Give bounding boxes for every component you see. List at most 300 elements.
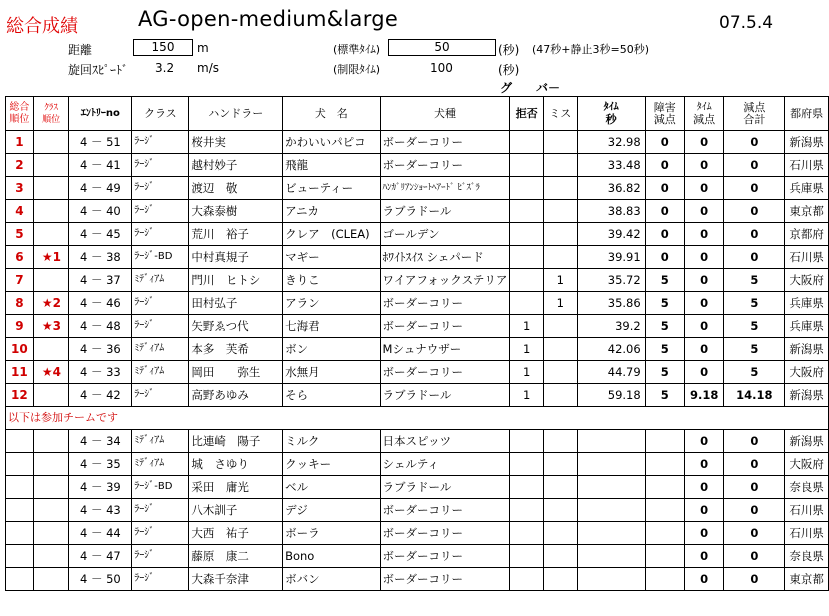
distance-value: 150 xyxy=(133,39,193,56)
entry-cell: 4 － 38 xyxy=(69,246,132,269)
handler-cell: 采田 庸光 xyxy=(189,476,283,499)
class-cell: ﾗｰｼﾞ xyxy=(132,131,189,154)
event-date: 07.5.4 xyxy=(719,13,774,33)
time-fault-cell: 0 xyxy=(684,315,724,338)
rank-cell: 4 xyxy=(6,200,34,223)
rank-cell: 5 xyxy=(6,223,34,246)
dog-cell: きりこ xyxy=(283,269,380,292)
rank-cell: 1 xyxy=(6,131,34,154)
total-cell: 0 xyxy=(724,177,785,200)
class-rank-cell: ★2 xyxy=(33,292,69,315)
class-rank-cell xyxy=(33,154,69,177)
miss-cell: 1 xyxy=(544,292,578,315)
miss-cell xyxy=(544,131,578,154)
time-cell: 36.82 xyxy=(577,177,645,200)
results-label: 総合成績 xyxy=(6,16,78,37)
class-cell: ﾐﾃﾞｨｱﾑ xyxy=(132,453,189,476)
refusal-cell xyxy=(510,223,544,246)
miss-cell xyxy=(544,384,578,407)
class-rank-cell: ★4 xyxy=(33,361,69,384)
table-row xyxy=(6,269,829,292)
star-icon: ★ xyxy=(41,319,53,333)
refusal-cell: 1 xyxy=(510,361,544,384)
refusal-cell xyxy=(510,200,544,223)
team-note-blank xyxy=(380,407,828,430)
pref-cell: 奈良県 xyxy=(785,545,829,568)
col-time-fault: ﾀｲﾑ 減点 xyxy=(684,97,724,131)
class-rank-cell xyxy=(33,522,69,545)
total-cell: 0 xyxy=(724,522,785,545)
col-entry: ｴﾝﾄﾘｰno xyxy=(69,97,132,131)
total-cell: 5 xyxy=(724,361,785,384)
col-obstacle: 障害 減点 xyxy=(645,97,684,131)
total-cell: 0 xyxy=(724,568,785,591)
handler-cell: 田村弘子 xyxy=(189,292,283,315)
handler-cell: 渡辺 敬 xyxy=(189,177,283,200)
pref-cell: 新潟県 xyxy=(785,131,829,154)
pref-cell: 新潟県 xyxy=(785,430,829,453)
dog-cell: そら xyxy=(283,384,380,407)
time-cell xyxy=(577,453,645,476)
entry-cell: 4 － 48 xyxy=(69,315,132,338)
refusal-cell xyxy=(510,269,544,292)
breed-cell: ボーダーコリー xyxy=(380,361,510,384)
star-icon: ★ xyxy=(41,296,53,310)
time-fault-cell: 0 xyxy=(684,292,724,315)
handler-cell: 荒川 裕子 xyxy=(189,223,283,246)
entry-cell: 4 － 45 xyxy=(69,223,132,246)
breed-cell: ラブラドール xyxy=(380,384,510,407)
dog-cell: ミルク xyxy=(283,430,380,453)
entry-cell: 4 － 46 xyxy=(69,292,132,315)
obstacle-cell xyxy=(645,476,684,499)
obstacle-cell: 5 xyxy=(645,384,684,407)
handler-cell: 八木訓子 xyxy=(189,499,283,522)
entry-cell: 4 － 51 xyxy=(69,131,132,154)
obstacle-cell xyxy=(645,545,684,568)
time-cell: 44.79 xyxy=(577,361,645,384)
header-row xyxy=(6,97,829,131)
total-cell: 0 xyxy=(724,453,785,476)
total-cell: 0 xyxy=(724,545,785,568)
breed-cell: ボーダーコリー xyxy=(380,568,510,591)
class-cell: ﾐﾃﾞｨｱﾑ xyxy=(132,338,189,361)
dog-cell: クレア (CLEA) xyxy=(283,223,380,246)
handler-cell: 桜井実 xyxy=(189,131,283,154)
dog-cell: 七海君 xyxy=(283,315,380,338)
entry-cell: 4 － 33 xyxy=(69,361,132,384)
refusal-cell xyxy=(510,292,544,315)
limit-time-unit: (秒) xyxy=(498,63,520,77)
handler-cell: 大西 祐子 xyxy=(189,522,283,545)
class-cell: ﾗｰｼﾞ xyxy=(132,568,189,591)
time-fault-cell: 0 xyxy=(684,177,724,200)
rank-cell: 12 xyxy=(6,384,34,407)
col-pref: 都府県 xyxy=(785,97,829,131)
col-rank: 総合 順位 xyxy=(6,97,34,131)
refusal-cell xyxy=(510,545,544,568)
handler-cell: 高野あゆみ xyxy=(189,384,283,407)
total-cell: 5 xyxy=(724,269,785,292)
rank-cell xyxy=(6,476,34,499)
time-cell xyxy=(577,499,645,522)
rank-cell: 11 xyxy=(6,361,34,384)
rank-cell: 8 xyxy=(6,292,34,315)
speed-unit: m/s xyxy=(197,61,219,75)
time-fault-cell: 0 xyxy=(684,476,724,499)
team-note-row xyxy=(6,407,829,430)
entry-cell: 4 － 36 xyxy=(69,338,132,361)
refusal-cell: 1 xyxy=(510,384,544,407)
breed-cell: ボーダーコリー xyxy=(380,154,510,177)
total-cell: 0 xyxy=(724,223,785,246)
miss-cell xyxy=(544,476,578,499)
class-cell: ﾗｰｼﾞ xyxy=(132,384,189,407)
obstacle-cell: 0 xyxy=(645,246,684,269)
entry-cell: 4 － 50 xyxy=(69,568,132,591)
total-cell: 0 xyxy=(724,499,785,522)
time-fault-cell: 0 xyxy=(684,453,724,476)
time-fault-cell: 0 xyxy=(684,361,724,384)
class-rank-cell xyxy=(33,453,69,476)
class-cell: ﾗｰｼﾞ xyxy=(132,499,189,522)
obstacle-cell xyxy=(645,453,684,476)
dog-cell: ボン xyxy=(283,338,380,361)
breed-cell: ボーダーコリー xyxy=(380,522,510,545)
table-row xyxy=(6,384,829,407)
pref-cell: 大阪府 xyxy=(785,453,829,476)
entry-cell: 4 － 47 xyxy=(69,545,132,568)
table-row xyxy=(6,131,829,154)
total-cell: 0 xyxy=(724,200,785,223)
pref-cell: 兵庫県 xyxy=(785,292,829,315)
col-class-rank: ｸﾗｽ 順位 xyxy=(33,97,69,131)
refusal-cell xyxy=(510,568,544,591)
group-label: グ バ－ xyxy=(500,81,561,95)
breed-cell: ボーダーコリー xyxy=(380,499,510,522)
class-rank-cell xyxy=(33,200,69,223)
entry-cell: 4 － 42 xyxy=(69,384,132,407)
breed-cell: シェルティ xyxy=(380,453,510,476)
table-row xyxy=(6,177,829,200)
team-row xyxy=(6,453,829,476)
time-cell: 32.98 xyxy=(577,131,645,154)
handler-cell: 矢野ゑつ代 xyxy=(189,315,283,338)
miss-cell xyxy=(544,154,578,177)
class-rank-cell xyxy=(33,223,69,246)
col-dog: 犬 名 xyxy=(283,97,380,131)
class-cell: ﾐﾃﾞｨｱﾑ xyxy=(132,269,189,292)
col-refusal: 拒否 xyxy=(510,97,544,131)
obstacle-cell xyxy=(645,430,684,453)
handler-cell: 大森千奈津 xyxy=(189,568,283,591)
total-cell: 0 xyxy=(724,154,785,177)
class-rank-cell xyxy=(33,338,69,361)
entry-cell: 4 － 40 xyxy=(69,200,132,223)
time-fault-cell: 0 xyxy=(684,131,724,154)
class-rank-cell: ★3 xyxy=(33,315,69,338)
total-cell: 0 xyxy=(724,246,785,269)
col-time: ﾀｲﾑ 秒 xyxy=(577,97,645,131)
refusal-cell xyxy=(510,177,544,200)
team-row xyxy=(6,430,829,453)
miss-cell xyxy=(544,246,578,269)
class-cell: ﾐﾃﾞｨｱﾑ xyxy=(132,361,189,384)
rank-cell: 9 xyxy=(6,315,34,338)
time-cell xyxy=(577,430,645,453)
total-cell: 5 xyxy=(724,315,785,338)
pref-cell: 石川県 xyxy=(785,499,829,522)
class-rank-cell xyxy=(33,568,69,591)
time-fault-cell: 0 xyxy=(684,246,724,269)
col-total: 減点 合計 xyxy=(724,97,785,131)
miss-cell xyxy=(544,568,578,591)
handler-cell: 本多 芙希 xyxy=(189,338,283,361)
rank-cell: 6 xyxy=(6,246,34,269)
time-fault-cell: 0 xyxy=(684,430,724,453)
handler-cell: 岡田 弥生 xyxy=(189,361,283,384)
total-cell: 0 xyxy=(724,430,785,453)
handler-cell: 比連崎 陽子 xyxy=(189,430,283,453)
rank-cell: 10 xyxy=(6,338,34,361)
time-cell: 42.06 xyxy=(577,338,645,361)
rank-cell: 2 xyxy=(6,154,34,177)
obstacle-cell xyxy=(645,522,684,545)
limit-time-value: 100 xyxy=(430,61,453,75)
rank-cell xyxy=(6,499,34,522)
breed-cell: ボーダーコリー xyxy=(380,292,510,315)
refusal-cell xyxy=(510,499,544,522)
breed-cell: ボーダーコリー xyxy=(380,131,510,154)
dog-cell: マギー xyxy=(283,246,380,269)
miss-cell xyxy=(544,522,578,545)
handler-cell: 大森泰樹 xyxy=(189,200,283,223)
team-row xyxy=(6,545,829,568)
table-row xyxy=(6,315,829,338)
table-row xyxy=(6,338,829,361)
miss-cell xyxy=(544,338,578,361)
standard-time-label: (標準ﾀｲﾑ) xyxy=(333,43,381,56)
time-fault-cell: 0 xyxy=(684,545,724,568)
table-row xyxy=(6,361,829,384)
breed-cell: ﾎﾜｲﾄｽｲｽ シェパード xyxy=(380,246,510,269)
distance-label: 距離 xyxy=(68,43,93,57)
pref-cell: 東京都 xyxy=(785,568,829,591)
obstacle-cell: 5 xyxy=(645,338,684,361)
dog-cell: アラン xyxy=(283,292,380,315)
speed-value: 3.2 xyxy=(155,61,175,75)
dog-cell: 飛龍 xyxy=(283,154,380,177)
star-icon: ★ xyxy=(41,250,53,264)
refusal-cell: 1 xyxy=(510,315,544,338)
obstacle-cell: 5 xyxy=(645,315,684,338)
obstacle-cell: 0 xyxy=(645,223,684,246)
pref-cell: 東京都 xyxy=(785,200,829,223)
dog-cell: 水無月 xyxy=(283,361,380,384)
refusal-cell xyxy=(510,131,544,154)
time-fault-cell: 0 xyxy=(684,522,724,545)
rank-cell xyxy=(6,545,34,568)
time-cell xyxy=(577,476,645,499)
results-table xyxy=(5,96,829,591)
refusal-cell xyxy=(510,154,544,177)
dog-cell: ビューティー xyxy=(283,177,380,200)
team-row xyxy=(6,568,829,591)
standard-time-unit: (秒) xyxy=(498,43,520,57)
breed-cell: ワイアフォックステリア xyxy=(380,269,510,292)
entry-cell: 4 － 41 xyxy=(69,154,132,177)
pref-cell: 京都府 xyxy=(785,223,829,246)
time-cell: 39.91 xyxy=(577,246,645,269)
total-cell: 14.18 xyxy=(724,384,785,407)
dog-cell: ベル xyxy=(283,476,380,499)
refusal-cell xyxy=(510,476,544,499)
pref-cell: 兵庫県 xyxy=(785,315,829,338)
dog-cell: アニカ xyxy=(283,200,380,223)
dog-cell: ボバン xyxy=(283,568,380,591)
obstacle-cell: 5 xyxy=(645,292,684,315)
team-row xyxy=(6,476,829,499)
pref-cell: 大阪府 xyxy=(785,269,829,292)
breed-cell: ゴールデン xyxy=(380,223,510,246)
col-handler: ハンドラー xyxy=(189,97,283,131)
class-rank-cell xyxy=(33,476,69,499)
pref-cell: 石川県 xyxy=(785,154,829,177)
miss-cell xyxy=(544,499,578,522)
total-cell: 0 xyxy=(724,131,785,154)
standard-time-note: (47秒+静止3秒=50秒) xyxy=(532,43,650,56)
table-row xyxy=(6,154,829,177)
obstacle-cell: 0 xyxy=(645,200,684,223)
time-cell: 39.2 xyxy=(577,315,645,338)
class-rank-cell xyxy=(33,430,69,453)
time-cell: 35.72 xyxy=(577,269,645,292)
miss-cell xyxy=(544,223,578,246)
limit-time-label: (制限ﾀｲﾑ) xyxy=(333,63,381,76)
breed-cell: ラブラドール xyxy=(380,200,510,223)
obstacle-cell xyxy=(645,499,684,522)
obstacle-cell: 5 xyxy=(645,269,684,292)
obstacle-cell xyxy=(645,568,684,591)
refusal-cell xyxy=(510,453,544,476)
class-rank-cell xyxy=(33,545,69,568)
time-cell: 33.48 xyxy=(577,154,645,177)
col-class: クラス xyxy=(132,97,189,131)
miss-cell xyxy=(544,545,578,568)
pref-cell: 大阪府 xyxy=(785,361,829,384)
class-cell: ﾗｰｼﾞ-BD xyxy=(132,476,189,499)
class-cell: ﾗｰｼﾞ-BD xyxy=(132,246,189,269)
table-row xyxy=(6,292,829,315)
class-cell: ﾗｰｼﾞ xyxy=(132,522,189,545)
entry-cell: 4 － 49 xyxy=(69,177,132,200)
total-cell: 5 xyxy=(724,292,785,315)
miss-cell xyxy=(544,430,578,453)
rank-cell xyxy=(6,430,34,453)
rank-cell: 3 xyxy=(6,177,34,200)
breed-cell: 日本スピッツ xyxy=(380,430,510,453)
handler-cell: 藤原 康二 xyxy=(189,545,283,568)
breed-cell: ボーダーコリー xyxy=(380,545,510,568)
class-cell: ﾐﾃﾞｨｱﾑ xyxy=(132,430,189,453)
dog-cell: クッキー xyxy=(283,453,380,476)
refusal-cell: 1 xyxy=(510,338,544,361)
entry-cell: 4 － 44 xyxy=(69,522,132,545)
class-rank-cell xyxy=(33,131,69,154)
col-miss: ミス xyxy=(544,97,578,131)
time-cell: 39.42 xyxy=(577,223,645,246)
entry-cell: 4 － 39 xyxy=(69,476,132,499)
col-breed: 犬種 xyxy=(380,97,510,131)
pref-cell: 兵庫県 xyxy=(785,177,829,200)
entry-cell: 4 － 34 xyxy=(69,430,132,453)
total-cell: 5 xyxy=(724,338,785,361)
entry-cell: 4 － 37 xyxy=(69,269,132,292)
distance-unit: m xyxy=(197,41,209,55)
class-cell: ﾗｰｼﾞ xyxy=(132,200,189,223)
rank-cell: 7 xyxy=(6,269,34,292)
handler-cell: 越村妙子 xyxy=(189,154,283,177)
class-rank-cell xyxy=(33,384,69,407)
handler-cell: 中村真規子 xyxy=(189,246,283,269)
class-cell: ﾗｰｼﾞ xyxy=(132,292,189,315)
miss-cell: 1 xyxy=(544,269,578,292)
dog-cell: ボーラ xyxy=(283,522,380,545)
time-cell: 59.18 xyxy=(577,384,645,407)
speed-label: 旋回ｽﾋﾟｰﾄﾞ xyxy=(68,63,129,77)
time-fault-cell: 9.18 xyxy=(684,384,724,407)
class-cell: ﾗｰｼﾞ xyxy=(132,177,189,200)
time-cell xyxy=(577,522,645,545)
time-fault-cell: 0 xyxy=(684,568,724,591)
class-cell: ﾗｰｼﾞ xyxy=(132,154,189,177)
miss-cell xyxy=(544,361,578,384)
miss-cell xyxy=(544,453,578,476)
time-fault-cell: 0 xyxy=(684,154,724,177)
total-cell: 0 xyxy=(724,476,785,499)
dog-cell: かわいいパピコ xyxy=(283,131,380,154)
rank-cell xyxy=(6,453,34,476)
pref-cell: 石川県 xyxy=(785,246,829,269)
class-cell: ﾗｰｼﾞ xyxy=(132,223,189,246)
breed-cell: ボーダーコリー xyxy=(380,315,510,338)
pref-cell: 新潟県 xyxy=(785,384,829,407)
table-row xyxy=(6,246,829,269)
refusal-cell xyxy=(510,522,544,545)
entry-cell: 4 － 35 xyxy=(69,453,132,476)
team-row xyxy=(6,499,829,522)
entry-cell: 4 － 43 xyxy=(69,499,132,522)
class-rank-cell xyxy=(33,499,69,522)
miss-cell xyxy=(544,177,578,200)
table-row xyxy=(6,200,829,223)
class-cell: ﾗｰｼﾞ xyxy=(132,315,189,338)
obstacle-cell: 0 xyxy=(645,154,684,177)
handler-cell: 城 さゆり xyxy=(189,453,283,476)
team-row xyxy=(6,522,829,545)
obstacle-cell: 0 xyxy=(645,131,684,154)
obstacle-cell: 0 xyxy=(645,177,684,200)
class-rank-cell: ★1 xyxy=(33,246,69,269)
pref-cell: 新潟県 xyxy=(785,338,829,361)
rank-cell xyxy=(6,568,34,591)
miss-cell xyxy=(544,315,578,338)
rank-cell xyxy=(6,522,34,545)
time-fault-cell: 0 xyxy=(684,223,724,246)
star-icon: ★ xyxy=(41,365,53,379)
miss-cell xyxy=(544,200,578,223)
pref-cell: 奈良県 xyxy=(785,476,829,499)
